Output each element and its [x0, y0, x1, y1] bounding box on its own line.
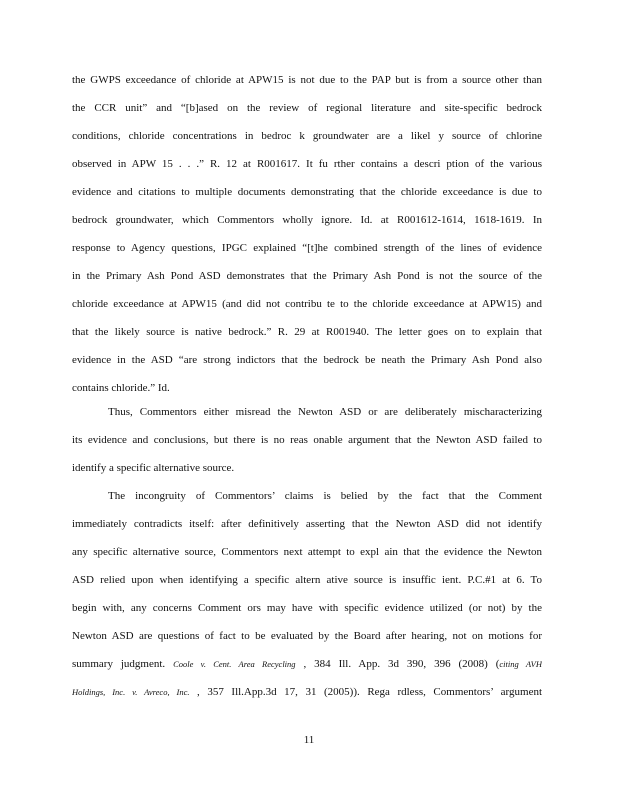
citation-text: , 357 Ill.App.3d 17, 31 (2005)). Rega rdless, Commentors’ argument	[197, 686, 542, 698]
text-line: Thus, Commentors either misread the Newton ASD or are deliberately mischaracterizing	[108, 406, 542, 418]
text-line: its evidence and conclusions, but there is no reas onable argument that the Newton ASD failed to	[72, 434, 542, 446]
text-line: evidence and citations to multiple documents demonstrating that the chloride exceedance is due to	[72, 186, 542, 198]
text-line: chloride exceedance at APW15 (and did not contribu te to the chloride exceedance at APW15) and	[72, 298, 542, 310]
page-number: 11	[303, 734, 315, 746]
text-line: ASD relied upon when identifying a specific altern ative source is insuffic ient. P.C.#1 at 6. To	[72, 574, 542, 586]
text-line: identify a specific alternative source.	[72, 462, 235, 474]
citation-line	[72, 656, 542, 672]
text-line: Newton ASD are questions of fact to be evaluated by the Board after hearing, not on motions for	[72, 630, 542, 642]
text-line: the CCR unit” and “[b]ased on the review of regional literature and site-specific bedrock	[72, 102, 542, 114]
case-name: Coole v. Cent. Area Recycling	[173, 659, 296, 669]
text-line: immediately contradicts itself: after definitively asserting that the Newton ASD did not identify	[72, 518, 542, 530]
text-line: evidence in the ASD “are strong indictors that the bedrock be neath the Primary Ash Pond also	[72, 354, 542, 366]
text-line: any specific alternative source, Commentors next attempt to expl ain that the evidence the Newton	[72, 546, 542, 558]
text-line: response to Agency questions, IPGC explained “[t]he combined strength of the lines of evidence	[72, 242, 542, 254]
text-line: the GWPS exceedance of chloride at APW15 is not due to the PAP but is from a source other than	[72, 74, 542, 86]
text-line: begin with, any concerns Comment ors may have with specific evidence utilized (or not) by the	[72, 602, 542, 614]
text-line: in the Primary Ash Pond ASD demonstrates that the Primary Ash Pond is not the source of the	[72, 270, 542, 282]
citation-text: , 384 Ill. App. 3d 390, 396 (2008) (	[303, 658, 500, 670]
text-line: The incongruity of Commentors’ claims is belied by the fact that the Comment	[108, 490, 542, 502]
text-line: conditions, chloride concentrations in bedroc k groundwater are a likel y source of chlorine	[72, 130, 542, 142]
citation-text: summary judgment.	[72, 658, 166, 670]
text-line: observed in APW 15 . . .” R. 12 at R001617. It fu rther contains a descri ption of the various	[72, 158, 542, 170]
text-line: bedrock groundwater, which Commentors wholly ignore. Id. at R001612-1614, 1618-1619. In	[72, 214, 542, 226]
text-line: contains chloride.” Id.	[72, 382, 170, 394]
case-name: Holdings, Inc. v. Avreco, Inc.	[72, 687, 190, 697]
text-line: that the likely source is native bedrock.” R. 29 at R001940. The letter goes on to explain that	[72, 326, 542, 338]
citation-line	[72, 684, 542, 700]
signal-citing: citing AVH	[499, 659, 542, 669]
